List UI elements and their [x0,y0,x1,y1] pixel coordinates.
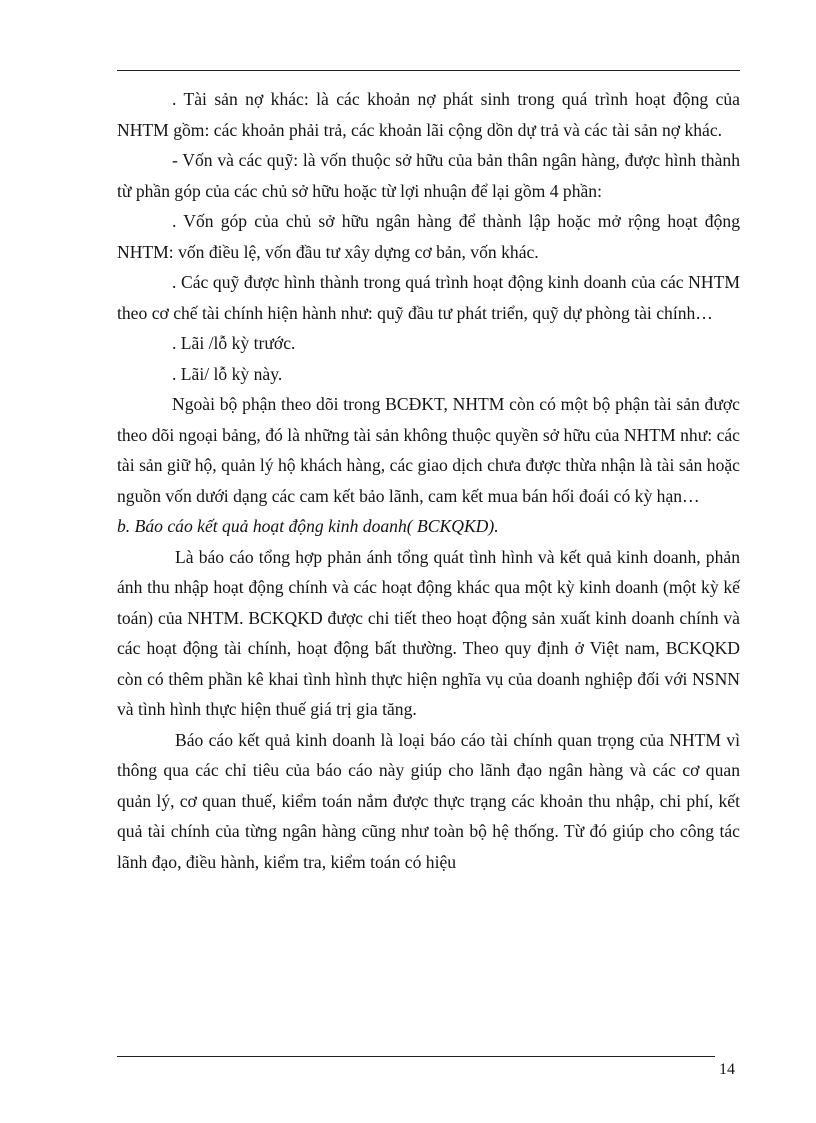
paragraph-current-profit-loss: . Lãi/ lỗ kỳ này. [172,363,283,384]
body-text [117,84,740,877]
paragraph-bckqkd-importance: Báo cáo kết quả kinh doanh là loại báo cáo tài chính quan trọng của NHTM vì thông qua các chỉ tiêu của báo cáo này giúp cho lãnh đạo ngân hàng và các cơ quan quản lý, cơ quan thuế, kiểm toán nắm được thực trạng các khoản thu nhập, chi phí, kết quả tài chính của từng ngân hàng cũng như toàn bộ hệ thống. Từ đó giúp cho công tác lãnh đạo, điều hành, kiểm tra, kiểm toán có hiệu [117,729,740,872]
paragraph-owner-capital: . Vốn góp của chủ sở hữu ngân hàng để thành lập hoặc mở rộng hoạt động NHTM: vốn điều lệ, vốn đầu tư xây dựng cơ bản, vốn khác. [117,211,740,262]
paragraph-funds: . Các quỹ được hình thành trong quá trình hoạt động kinh doanh của các NHTM theo cơ chế tài chính hiện hành như: quỹ đầu tư phát triển, quỹ dự phòng tài chính… [117,272,740,323]
paragraph-capital-and-funds: - Vốn và các quỹ: là vốn thuộc sở hữu của bản thân ngân hàng, được hình thành từ phần góp của các chủ sở hữu hoặc từ lợi nhuận để lại gồm 4 phần: [117,150,740,201]
paragraph-off-balance-sheet: Ngoài bộ phận theo dõi trong BCĐKT, NHTM còn có một bộ phận tài sản được theo dõi ngoại bảng, đó là những tài sản không thuộc quyền sở hữu của NHTM như: các tài sản giữ hộ, quản lý hộ khách hàng, các giao dịch chưa được thừa nhận là tài sản hoặc nguồn vốn dưới dạng các cam kết bảo lãnh, cam kết mua bán hối đoái có kỳ hạn… [117,394,740,506]
paragraph-bckqkd-definition: Là báo cáo tổng hợp phản ánh tổng quát tình hình và kết quả kinh doanh, phản ánh thu nhập hoạt động chính và các hoạt động khác qua một kỳ kinh doanh (một kỳ kế toán) của NHTM. BCKQKD được chi tiết theo hoạt động sản xuất kinh doanh chính và các hoạt động tài chính, hoạt động bất thường. Theo quy định ở Việt nam, BCKQKD còn có thêm phần kê khai tình hình thực hiện nghĩa vụ của doanh nghiệp đối với NSNN và tình hình thực hiện thuế giá trị gia tăng. [117,546,740,719]
footer-rule [117,1056,715,1057]
paragraph-other-liabilities: . Tài sản nợ khác: là các khoản nợ phát sinh trong quá trình hoạt động của NHTM gồm: các khoản phải trả, các khoản lãi cộng dồn dự trả và các tài sản nợ khác. [117,89,740,140]
paragraph-prior-profit-loss: . Lãi /lỗ kỳ trước. [172,333,296,353]
page-number: 14 [719,1061,735,1078]
header-rule [117,70,740,71]
section-heading-bckqkd: b. Báo cáo kết quả hoạt động kinh doanh( BCKQKD). [117,516,499,536]
